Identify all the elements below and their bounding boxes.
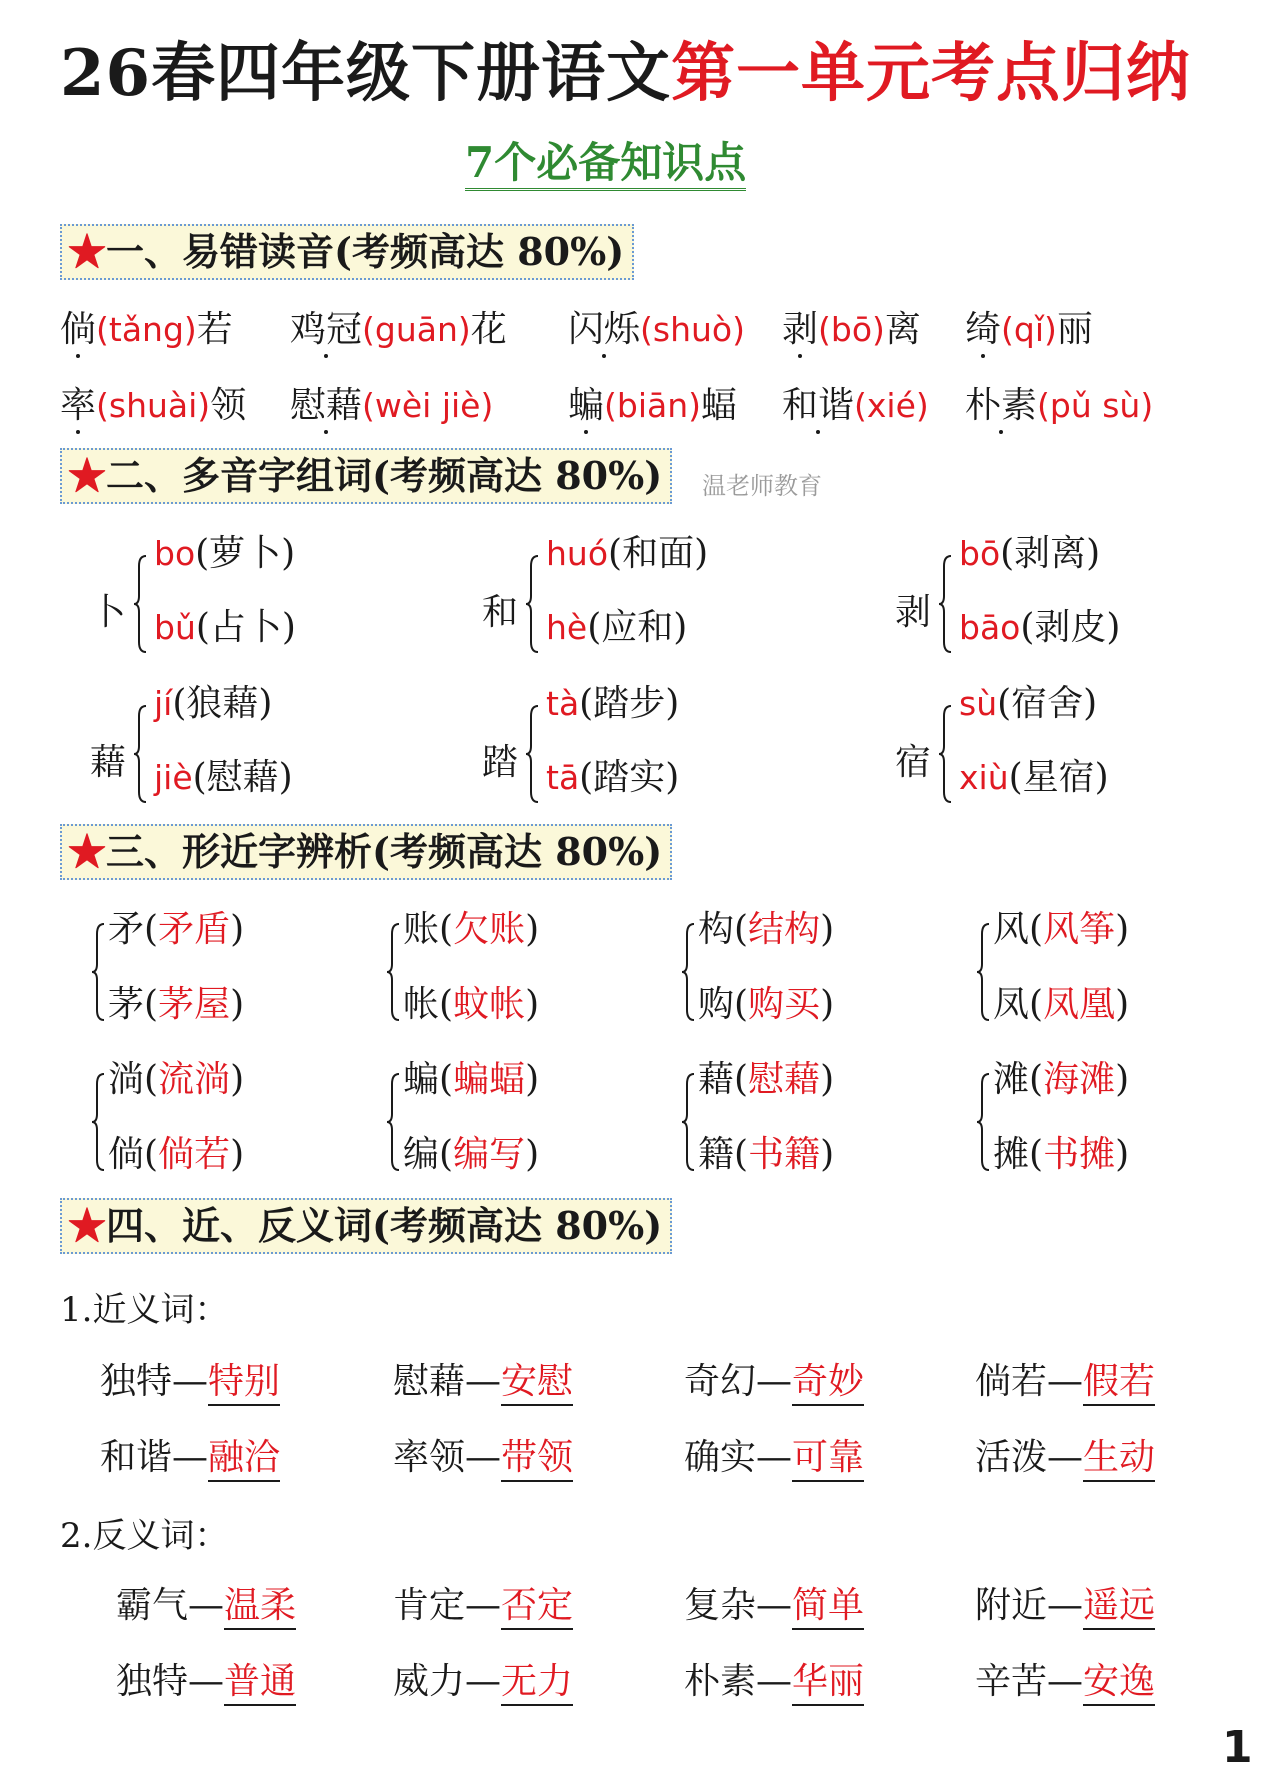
antonym-pair [975,1661,1156,1702]
word-head: 鸡冠 [290,309,363,350]
similar-char-entry [698,984,835,1025]
antonyms-label: 2.反义词： [60,1516,229,1556]
paren: ( [734,1134,749,1175]
pronunciation-item [60,309,233,350]
char: 藉 [698,1059,735,1100]
similar-char-entry [698,909,835,950]
synonym-pair [100,1361,281,1402]
pronunciation-item [568,385,738,426]
answer: 安逸 [1083,1661,1155,1706]
word: 辛苦— [975,1661,1084,1702]
word: 书摊 [1043,1134,1116,1175]
char: 蝙 [403,1059,440,1100]
paren: ( [439,1134,454,1175]
word: (萝卜) [195,533,296,574]
brace-icon [937,554,953,654]
paren: ( [144,984,159,1025]
word: 活泼— [975,1437,1084,1478]
word-head: 蝙 [568,385,605,426]
pinyin: hè [546,608,588,647]
synonym-pair [684,1361,865,1402]
answer: 安慰 [501,1361,573,1406]
synonyms-label: 1.近义词： [60,1290,229,1330]
word-head: 闪烁 [568,309,641,350]
word: 风筝 [1043,909,1116,950]
polyphone-entry [959,607,1121,648]
synonym-pair [975,1361,1156,1402]
brace-icon [132,554,148,654]
page-title [60,36,1192,111]
word: (剥离) [1000,533,1101,574]
brace-icon [524,554,540,654]
pinyin: sù [959,684,998,723]
word: 和谐— [100,1437,209,1478]
similar-char-entry [403,1059,540,1100]
answer: 可靠 [792,1437,864,1482]
paren: ) [230,1059,245,1100]
answer: 否定 [501,1585,573,1630]
pinyin: jí [154,684,173,723]
polyphone-char: 和 [482,592,519,633]
word: 倘若— [975,1361,1084,1402]
answer: 带领 [501,1437,573,1482]
section-label: 三、形近字辨析(考频高达 80%) [106,829,663,874]
word: (慰藉) [192,757,293,798]
paren: ) [230,909,245,950]
word: 编写 [453,1134,526,1175]
antonym-pair [116,1585,297,1626]
char: 编 [403,1134,440,1175]
pinyin: (xié) [854,386,929,425]
polyphone-entry [154,533,296,574]
word: 率领— [393,1437,502,1478]
pinyin: xiù [959,758,1009,797]
answer: 奇妙 [792,1361,864,1406]
answer: 假若 [1083,1361,1155,1406]
watermark: 温老师教育 [702,472,822,500]
paren: ) [1115,909,1130,950]
pinyin: huó [546,534,609,573]
star-icon: ★ [68,829,107,874]
star-icon: ★ [68,229,107,274]
title-black-part: 26春四年级下册语文 [60,36,672,111]
answer: 遥远 [1083,1585,1155,1630]
pronunciation-item [965,309,1093,350]
pronunciation-item [290,385,494,426]
answer: 普通 [224,1661,296,1706]
brace-icon [385,922,401,1022]
brace-icon [937,704,953,804]
word: (剥皮) [1020,607,1121,648]
word: (宿舍) [997,683,1098,724]
paren: ( [734,1059,749,1100]
similar-char-entry [993,984,1130,1025]
word-tail: 花 [470,309,507,350]
answer: 简单 [792,1585,864,1630]
char: 帐 [403,984,440,1025]
answer: 温柔 [224,1585,296,1630]
pinyin: (tǎng) [96,310,197,349]
pinyin: (shuò) [640,310,745,349]
page-number: 1 [1222,1722,1253,1773]
paren: ( [734,909,749,950]
word-tail: 若 [196,309,233,350]
brace-icon [680,1072,696,1172]
section-heading-2 [60,448,672,504]
polyphone-entry [546,607,688,648]
page-subtitle: 7个必备知识点 [465,142,746,191]
answer: 无力 [501,1661,573,1706]
brace-icon [132,704,148,804]
word: 矛盾 [158,909,231,950]
brace-icon [975,1072,991,1172]
synonym-pair [100,1437,281,1478]
word: (踏实) [579,757,680,798]
pinyin: (guān) [362,310,471,349]
answer: 华丽 [792,1661,864,1706]
char: 淌 [108,1059,145,1100]
word-head: 慰藉 [290,385,363,426]
star-icon: ★ [68,453,107,498]
paren: ( [439,984,454,1025]
polyphone-char: 踏 [482,742,519,783]
pinyin: bō [959,534,1001,573]
pinyin: tā [546,758,580,797]
polyphone-entry [959,533,1101,574]
paren: ( [1029,1134,1044,1175]
star-icon: ★ [68,1203,107,1248]
antonym-pair [684,1661,865,1702]
synonym-pair [975,1437,1156,1478]
antonym-pair [684,1585,865,1626]
synonym-pair [684,1437,865,1478]
answer: 生动 [1083,1437,1155,1482]
brace-icon [385,1072,401,1172]
paren: ) [1115,984,1130,1025]
brace-icon [90,922,106,1022]
paren: ) [230,984,245,1025]
word: 倘若 [158,1134,231,1175]
similar-char-entry [403,984,540,1025]
word: 肯定— [393,1585,502,1626]
char: 购 [698,984,735,1025]
char: 风 [993,909,1030,950]
paren: ) [525,909,540,950]
similar-char-entry [108,1134,245,1175]
paren: ( [144,1134,159,1175]
word: 独特— [116,1661,225,1702]
polyphone-entry [154,607,296,648]
paren: ) [1115,1059,1130,1100]
word: 流淌 [158,1059,231,1100]
char: 茅 [108,984,145,1025]
paren: ) [525,1134,540,1175]
word: 奇幻— [684,1361,793,1402]
word: 欠账 [453,909,526,950]
paren: ) [820,909,835,950]
word-head: 绮 [965,309,1002,350]
word: 慰藉 [748,1059,821,1100]
paren: ( [439,909,454,950]
section-heading-4 [60,1198,672,1254]
similar-char-entry [993,1059,1130,1100]
similar-char-entry [993,1134,1130,1175]
brace-icon [90,1072,106,1172]
brace-icon [680,922,696,1022]
word-tail: 蝠 [701,385,738,426]
polyphone-entry [546,757,680,798]
similar-char-entry [698,1059,835,1100]
pronunciation-item [965,385,1154,426]
pinyin: (wèi jiè) [362,386,494,425]
antonym-pair [393,1585,574,1626]
word: 威力— [393,1661,502,1702]
word: 书籍 [748,1134,821,1175]
word-tail: 丽 [1056,309,1093,350]
word-tail: 离 [884,309,921,350]
word-head: 剥 [782,309,819,350]
word: 凤凰 [1043,984,1116,1025]
pinyin: bo [154,534,196,573]
pronunciation-item [782,309,921,350]
pinyin: tà [546,684,580,723]
word: (和面) [608,533,709,574]
paren: ) [1115,1134,1130,1175]
paren: ( [1029,984,1044,1025]
word: 茅屋 [158,984,231,1025]
similar-char-entry [108,909,245,950]
section-label: 四、近、反义词(考频高达 80%) [106,1203,663,1248]
polyphone-entry [546,683,680,724]
section-heading-1 [60,224,634,280]
word: 慰藉— [393,1361,502,1402]
word-tail: 领 [210,385,247,426]
similar-char-entry [108,1059,245,1100]
word: (星宿) [1008,757,1109,798]
word: 海滩 [1043,1059,1116,1100]
paren: ( [439,1059,454,1100]
char: 滩 [993,1059,1030,1100]
paren: ) [820,984,835,1025]
similar-char-entry [403,1134,540,1175]
char: 矛 [108,909,145,950]
word-head: 倘 [60,309,97,350]
paren: ( [1029,1059,1044,1100]
char: 倘 [108,1134,145,1175]
word-head: 和谐 [782,385,855,426]
word-head: 率 [60,385,97,426]
pronunciation-item [568,309,745,350]
brace-icon [524,704,540,804]
char: 籍 [698,1134,735,1175]
word: 蝙蝠 [453,1059,526,1100]
word: (狼藉) [172,683,273,724]
synonym-pair [393,1361,574,1402]
polyphone-entry [546,533,709,574]
answer: 特别 [208,1361,280,1406]
section-label: 一、易错读音(考频高达 80%) [106,229,625,274]
pinyin: (biān) [604,386,702,425]
word-head: 朴素 [965,385,1038,426]
paren: ( [1029,909,1044,950]
word: 购买 [748,984,821,1025]
pinyin: (bō) [818,310,885,349]
pronunciation-item [782,385,929,426]
polyphone-entry [959,757,1109,798]
antonym-pair [116,1661,297,1702]
polyphone-entry [154,757,293,798]
antonym-pair [393,1661,574,1702]
section-heading-3 [60,824,672,880]
paren: ) [230,1134,245,1175]
antonym-pair [975,1585,1156,1626]
similar-char-entry [108,984,245,1025]
word: 霸气— [116,1585,225,1626]
word: 附近— [975,1585,1084,1626]
pinyin: jiè [154,758,193,797]
paren: ) [525,1059,540,1100]
word: 复杂— [684,1585,793,1626]
pinyin: (pǔ sù) [1037,386,1154,425]
paren: ) [820,1134,835,1175]
pinyin: (shuài) [96,386,211,425]
answer: 融洽 [208,1437,280,1482]
polyphone-entry [154,683,273,724]
word: (占卜) [195,607,296,648]
word: (应和) [587,607,688,648]
polyphone-entry [959,683,1098,724]
word: 蚊帐 [453,984,526,1025]
word: 确实— [684,1437,793,1478]
pronunciation-item [290,309,507,350]
synonym-pair [393,1437,574,1478]
polyphone-char: 剥 [895,592,932,633]
word: (踏步) [579,683,680,724]
paren: ( [144,1059,159,1100]
brace-icon [975,922,991,1022]
pinyin: bǔ [154,608,196,647]
char: 构 [698,909,735,950]
char: 凤 [993,984,1030,1025]
pinyin: (qǐ) [1001,310,1057,349]
pronunciation-item [60,385,247,426]
word: 结构 [748,909,821,950]
section-label: 二、多音字组词(考频高达 80%) [106,453,663,498]
paren: ( [734,984,749,1025]
char: 摊 [993,1134,1030,1175]
title-red-part: 第一单元考点归纳 [671,36,1192,111]
similar-char-entry [403,909,540,950]
similar-char-entry [698,1134,835,1175]
word: 朴素— [684,1661,793,1702]
polyphone-char: 卜 [90,592,127,633]
paren: ) [525,984,540,1025]
polyphone-char: 藉 [90,742,127,783]
char: 账 [403,909,440,950]
paren: ) [820,1059,835,1100]
pinyin: bāo [959,608,1021,647]
paren: ( [144,909,159,950]
word: 独特— [100,1361,209,1402]
polyphone-char: 宿 [895,742,932,783]
similar-char-entry [993,909,1130,950]
